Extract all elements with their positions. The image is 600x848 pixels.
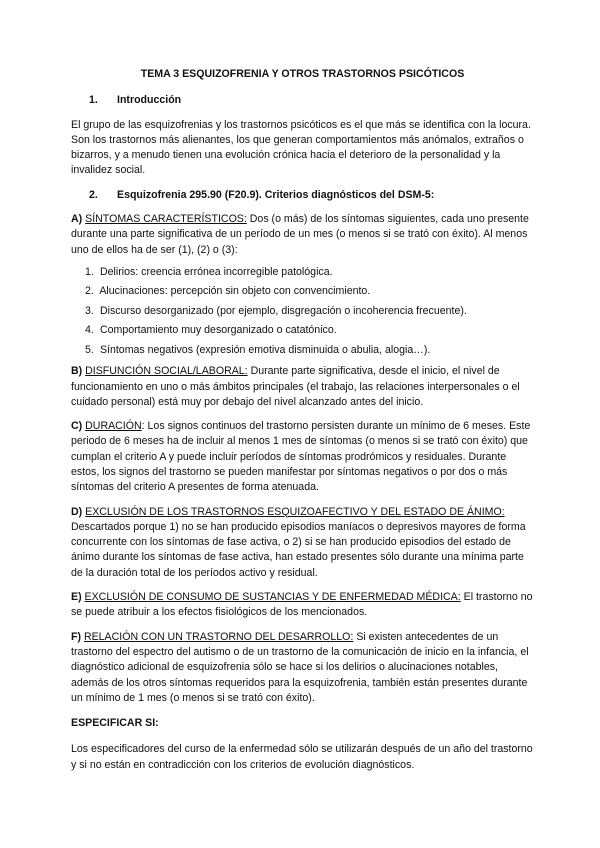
criterion-e [71,590,534,621]
criterion-a [71,212,534,258]
list-item [85,304,534,319]
section-2-heading [71,188,534,203]
criterion-f [71,630,534,706]
criterion-b-letter: B) [71,365,83,378]
section-1-title: Introducción [117,94,182,107]
list-item-number: 3. [85,304,94,317]
list-item-number: 2. [85,285,94,298]
criterion-e-letter: E) [71,591,82,604]
criterion-d-text: Descartados porque 1) no se han producido episodios maníacos o depresivos mayores de forma concurrente con los síntomas de fase activa, o 2) si se han producido episodios del estado de ánimo durante los síntomas de fase activa, han estado presentes sólo durante una mínima parte de la duración total de los períodos activo y residual. [71,520,526,579]
document-title: TEMA 3 ESQUIZOFRENIA Y OTROS TRASTORNOS PSICÓTICOS [140,68,465,80]
list-item [85,343,534,358]
list-item-number: 4. [85,324,94,337]
criterion-f-text: Si existen antecedentes de un trastorno del espectro del autismo o de un trastorno de la comunicación de inicio en la infancia, el diagnóstico adicional de esquizofrenia sólo se hace si los delirios o alucinaciones notables, además de los otros síntomas requeridos para la esquizofrenia, también están presentes durante un mínimo de 1 mes (o menos si se trató con éxito). [71,630,529,704]
criterion-c-title: DURACIÓN [85,420,142,433]
specify-text: Los especificadores del curso de la enfermedad sólo se utilizarán después de un año del trastorno y si no están en contradicción con los criterios de evolución diagnósticos. [71,743,533,771]
list-item [85,284,534,299]
criterion-b-title: DISFUNCIÓN SOCIAL/LABORAL: [85,365,248,378]
criterion-d [71,505,534,581]
criterion-e-text: El trastorno no se puede atribuir a los efectos fisiológicos de los mencionados. [71,591,533,619]
criterion-a-title: SÍNTOMAS CARACTERÍSTICOS: [85,213,247,226]
criterion-a-text: Dos (o más) de los síntomas siguientes, cada uno presente durante una parte significativa de un período de un mes (o menos si se trató con éxito). Al menos uno de ellos ha de ser (1), (2) o (3): [71,213,529,256]
specify-heading: ESPECIFICAR SI: [71,717,159,730]
section-2-title: Esquizofrenia 295.90 (F20.9). Criterios diagnósticos del DSM-5: [117,188,435,201]
criterion-e-title: EXCLUSIÓN DE CONSUMO DE SUSTANCIAS Y DE ENFERMEDAD MÉDICA: [84,591,461,604]
section-1-heading [71,93,534,108]
list-item-text: Discurso desorganizado (por ejemplo, disgregación o incoherencia frecuente). [99,304,467,317]
list-item-number: 5. [85,343,94,356]
criterion-b-text: Durante parte significativa, desde el inicio, el nivel de funcionamiento en uno o más ámbitos principales (el trabajo, las relaciones interpersonales o el cuidado personal) está muy por debajo del nivel alcanzado antes del inicio. [71,365,520,408]
criterion-a-letter: A) [71,213,83,226]
criterion-d-letter: D) [71,505,83,518]
list-item-text: Comportamiento muy desorganizado o catatónico. [99,324,337,337]
list-item [85,323,534,338]
section-1-text: El grupo de las esquizofrenias y los trastornos psicóticos es el que más se identifica con la locura. Son los trastornos más alienantes, los que generan comportamientos más anómalos, extraños o bizarros, y a menudo tienen una evolución crónica hacia el deterioro de la personalidad y la invalidez social. [71,118,531,177]
criterion-d-title: EXCLUSIÓN DE LOS TRASTORNOS ESQUIZOAFECTIVO Y DEL ESTADO DE ÁNIMO: [85,505,505,518]
criterion-a-symptom-list [71,265,534,358]
list-item-text: Síntomas negativos (expresión emotiva disminuida o abulia, alogia…). [99,343,431,356]
list-item-text: Delirios: creencia errónea incorregible patológica. [99,265,333,278]
section-2-number: 2. [89,188,98,201]
criterion-f-letter: F) [71,630,81,643]
list-item-text: Alucinaciones: percepción sin objeto con convencimiento. [99,285,371,298]
section-1-number: 1. [89,94,98,107]
criterion-c-text: : Los signos continuos del trastorno persisten durante un mínimo de 6 meses. Este periodo de 6 meses ha de incluir al menos 1 mes de síntomas (o menos si se trató con éxito) que cumplan el criterio A y puede incluir períodos de síntomas prodrómicos y residuales. Durante estos, los signos del trastorno se pueden manifestar por síntomas negativos o por dos o más síntomas del criterio A presentes de forma atenuada. [71,420,531,494]
list-item [85,265,534,280]
list-item-number: 1. [85,265,94,278]
criterion-c [71,419,534,495]
criterion-c-letter: C) [71,420,83,433]
criterion-b [71,364,534,410]
criterion-f-title: RELACIÓN CON UN TRASTORNO DEL DESARROLLO: [83,630,354,643]
